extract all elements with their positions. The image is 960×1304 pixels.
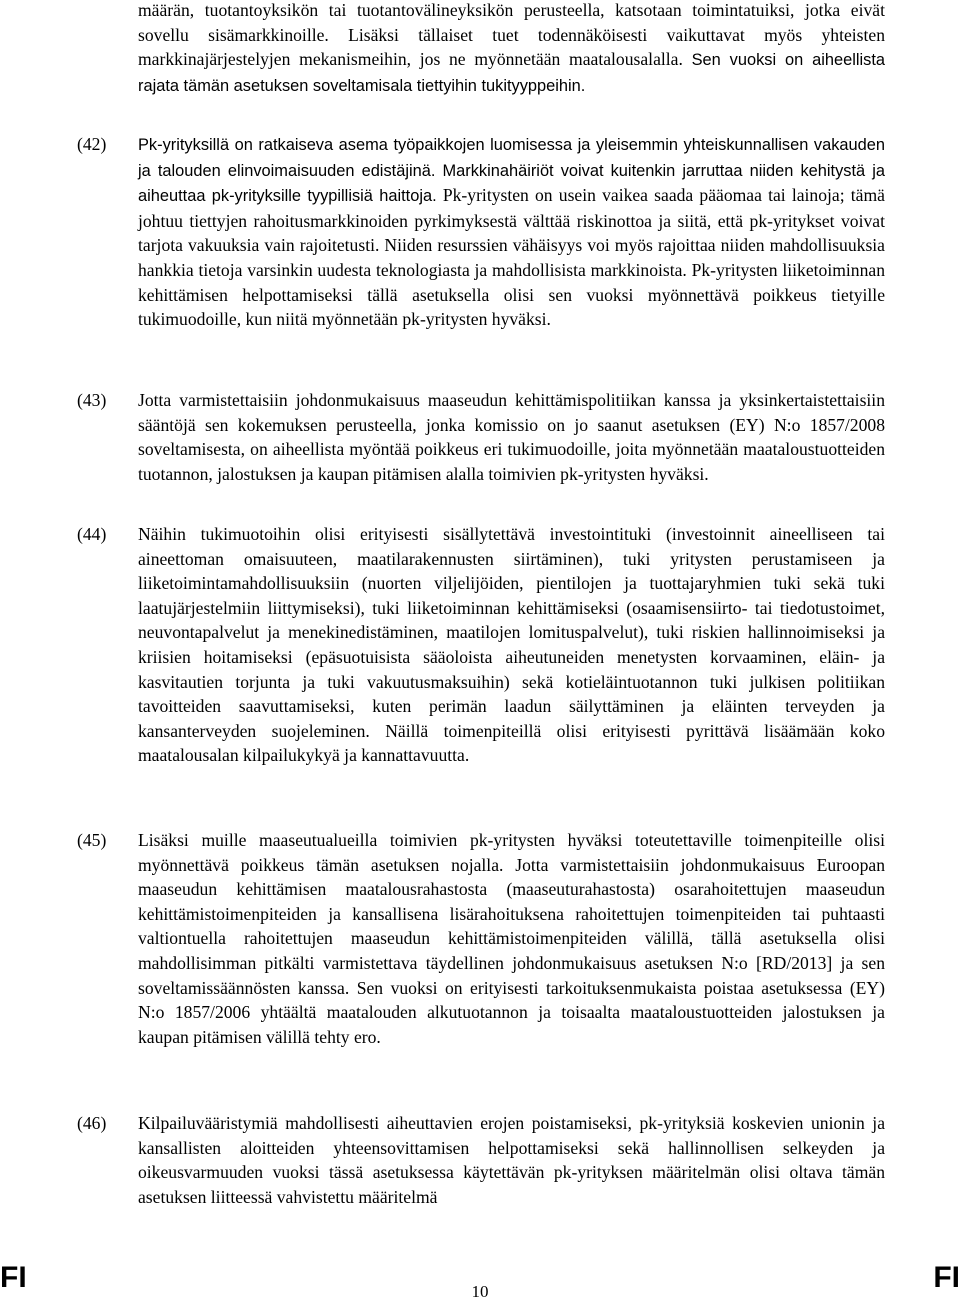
paragraph-45 [138, 828, 885, 1049]
paragraph-42-text-serif: Pk-yritysten on usein vaikea saada pääomaa tai lainoja; tämä johtuu tiettyjen rahoitusmarkkinoiden pyrkimyksestä välttää riskinottoa ja siitä, että pk-yritykset voivat tarjota vakuuksia vain rajoitetusti. Niiden resurssien vähäisyys voi myös rajoittaa niiden mahdollisuuksia hankkia tietoja varsinkin uudesta teknologiasta ja mahdollisista markkinoista. Pk-yritysten liiketoiminnan kehittämisen helpottamiseksi tällä asetuksella olisi sen vuoksi myönnettävä poikkeus tietyille tukimuodoille, kun niitä myönnetään pk-yritysten hyväksi. [138, 185, 885, 330]
paragraph-number-42: (42) [77, 134, 107, 154]
paragraph-number-46: (46) [77, 1113, 107, 1133]
paragraph-number-43: (43) [77, 390, 107, 410]
paragraph-42 [138, 132, 885, 332]
paragraph-43 [138, 388, 885, 486]
paragraph-41-continued [138, 0, 885, 98]
paragraph-41-text-sans: Sen vuoksi on aiheellista rajata tämän asetuksen soveltamisala tiettyihin tukityyppeihin. [138, 51, 885, 95]
paragraph-46 [138, 1111, 885, 1209]
paragraph-number-45: (45) [77, 830, 107, 850]
paragraph-43-text: Jotta varmistettaisiin johdonmukaisuus maaseudun kehittämispolitiikan kanssa ja yksinkertaistettaisiin sääntöjä sen kokemuksen perusteella, jonka komissio on jo saanut asetuksen (EY) N:o 1857/2008 soveltamisesta, on aiheellista myöntää poikkeus eri tukimuodoille, joita myönnetään maataloustuotteiden tuotannon, jalostuksen ja kaupan pitämisen alalla toimivien pk-yritysten hyväksi. [138, 390, 885, 484]
paragraph-42-text-sans: Pk-yrityksillä on ratkaiseva asema työpaikkojen luomisessa ja yleisemmin yhteiskunnallisen vakauden ja talouden elinvoimaisuuden edistäjinä. Markkinahäiriöt voivat kuitenkin jarruttaa niiden kehitystä ja aiheuttaa pk-yrityksille tyypillisiä haittoja. [138, 136, 885, 206]
paragraph-41-text-serif: määrän, tuotantoyksikön tai tuotantovälineyksikön perusteella, katsotaan toimintatuiksi, jotka eivät sovellu sisämarkkinoille. Lisäksi tällaiset tuet todennäköisesti vaikuttavat myös yhteisten markkinajärjestelyjen mekanismeihin, jos ne myönnetään maatalousalalla. [138, 0, 885, 70]
paragraph-46-text: Kilpailuvääristymiä mahdollisesti aiheuttavien erojen poistamiseksi, pk-yrityksiä koskevien unionin ja kansallisten aloitteiden yhteensovittamisen helpottamiseksi sekä hallinnollisen selkeyden ja oikeusvarmuuden vuoksi tässä asetuksessa käytettävän pk-yrityksen määritelmän olisi oltava tämän asetuksen liitteessä vahvistettu määritelmä [138, 1113, 885, 1207]
paragraph-44 [138, 522, 885, 768]
language-code-left: FI [0, 1261, 27, 1294]
paragraph-number-44: (44) [77, 524, 107, 544]
page-number: 10 [471, 1282, 489, 1301]
language-code-right: FI [933, 1261, 960, 1294]
paragraph-45-text: Lisäksi muille maaseutualueilla toimivien pk-yritysten hyväksi toteutettaville toimenpiteille olisi myönnettävä poikkeus tämän asetuksen nojalla. Jotta varmistettaisiin johdonmukaisuus Euroopan maaseudun kehittämisen maatalousrahastosta (maaseuturahastosta) osarahoitettujen maaseudun kehittämistoimenpiteiden ja kansallisena lisärahoituksena rahoitettujen toimenpiteiden tai puhtaasti valtiontuella rahoitettujen maaseudun kehittämistoimenpiteiden välillä, tällä asetuksella olisi mahdollisimman pitkälti varmistettava täydellinen johdonmukaisuus asetuksen N:o [RD/2013] ja sen soveltamissäännösten kanssa. Sen vuoksi on erityisesti tarkoituksenmukaista poistaa asetuksessa (EY) N:o 1857/2006 yhtäältä maatalouden alkutuotannon ja toisaalta maataloustuotteiden jalostuksen ja kaupan pitämisen välillä tehty ero. [138, 830, 885, 1047]
paragraph-44-text: Näihin tukimuotoihin olisi erityisesti sisällytettävä investointituki (investoinnit aineelliseen tai aineettoman omaisuuteen, maatilarakennusten siirtäminen), tuki yritysten perustamiseen ja liiketoimintamahdollisuuksiin (nuorten viljelijöiden, pientilojen ja tuottajaryhmien tuki sekä tuki laatujärjestelmiin liittymiseksi), tuki liiketoiminnan kehittämiseksi (osaamisensiirto- tai tiedotustoimet, neuvontapalvelut ja menekinedistäminen, maatilojen lomituspalvelut), tuki riskien hallinnoimiseksi ja kriisien hoitamiseksi (epäsuotuisista sääoloista aiheutuneiden menetysten korvaaminen, eläin- ja kasvitautien torjunta ja tuki vakuutusmaksuihin) sekä kotieläintuotannon tuki julkisen politiikan tavoitteiden saavuttamiseksi, kuten perimän laadun säilyttäminen ja eläinten terveyden ja kansanterveyden suojeleminen. Näillä toimenpiteillä olisi erityisesti pyrittävä lisäämään koko maatalousalan kilpailukykyä ja kannattavuutta. [138, 524, 885, 766]
